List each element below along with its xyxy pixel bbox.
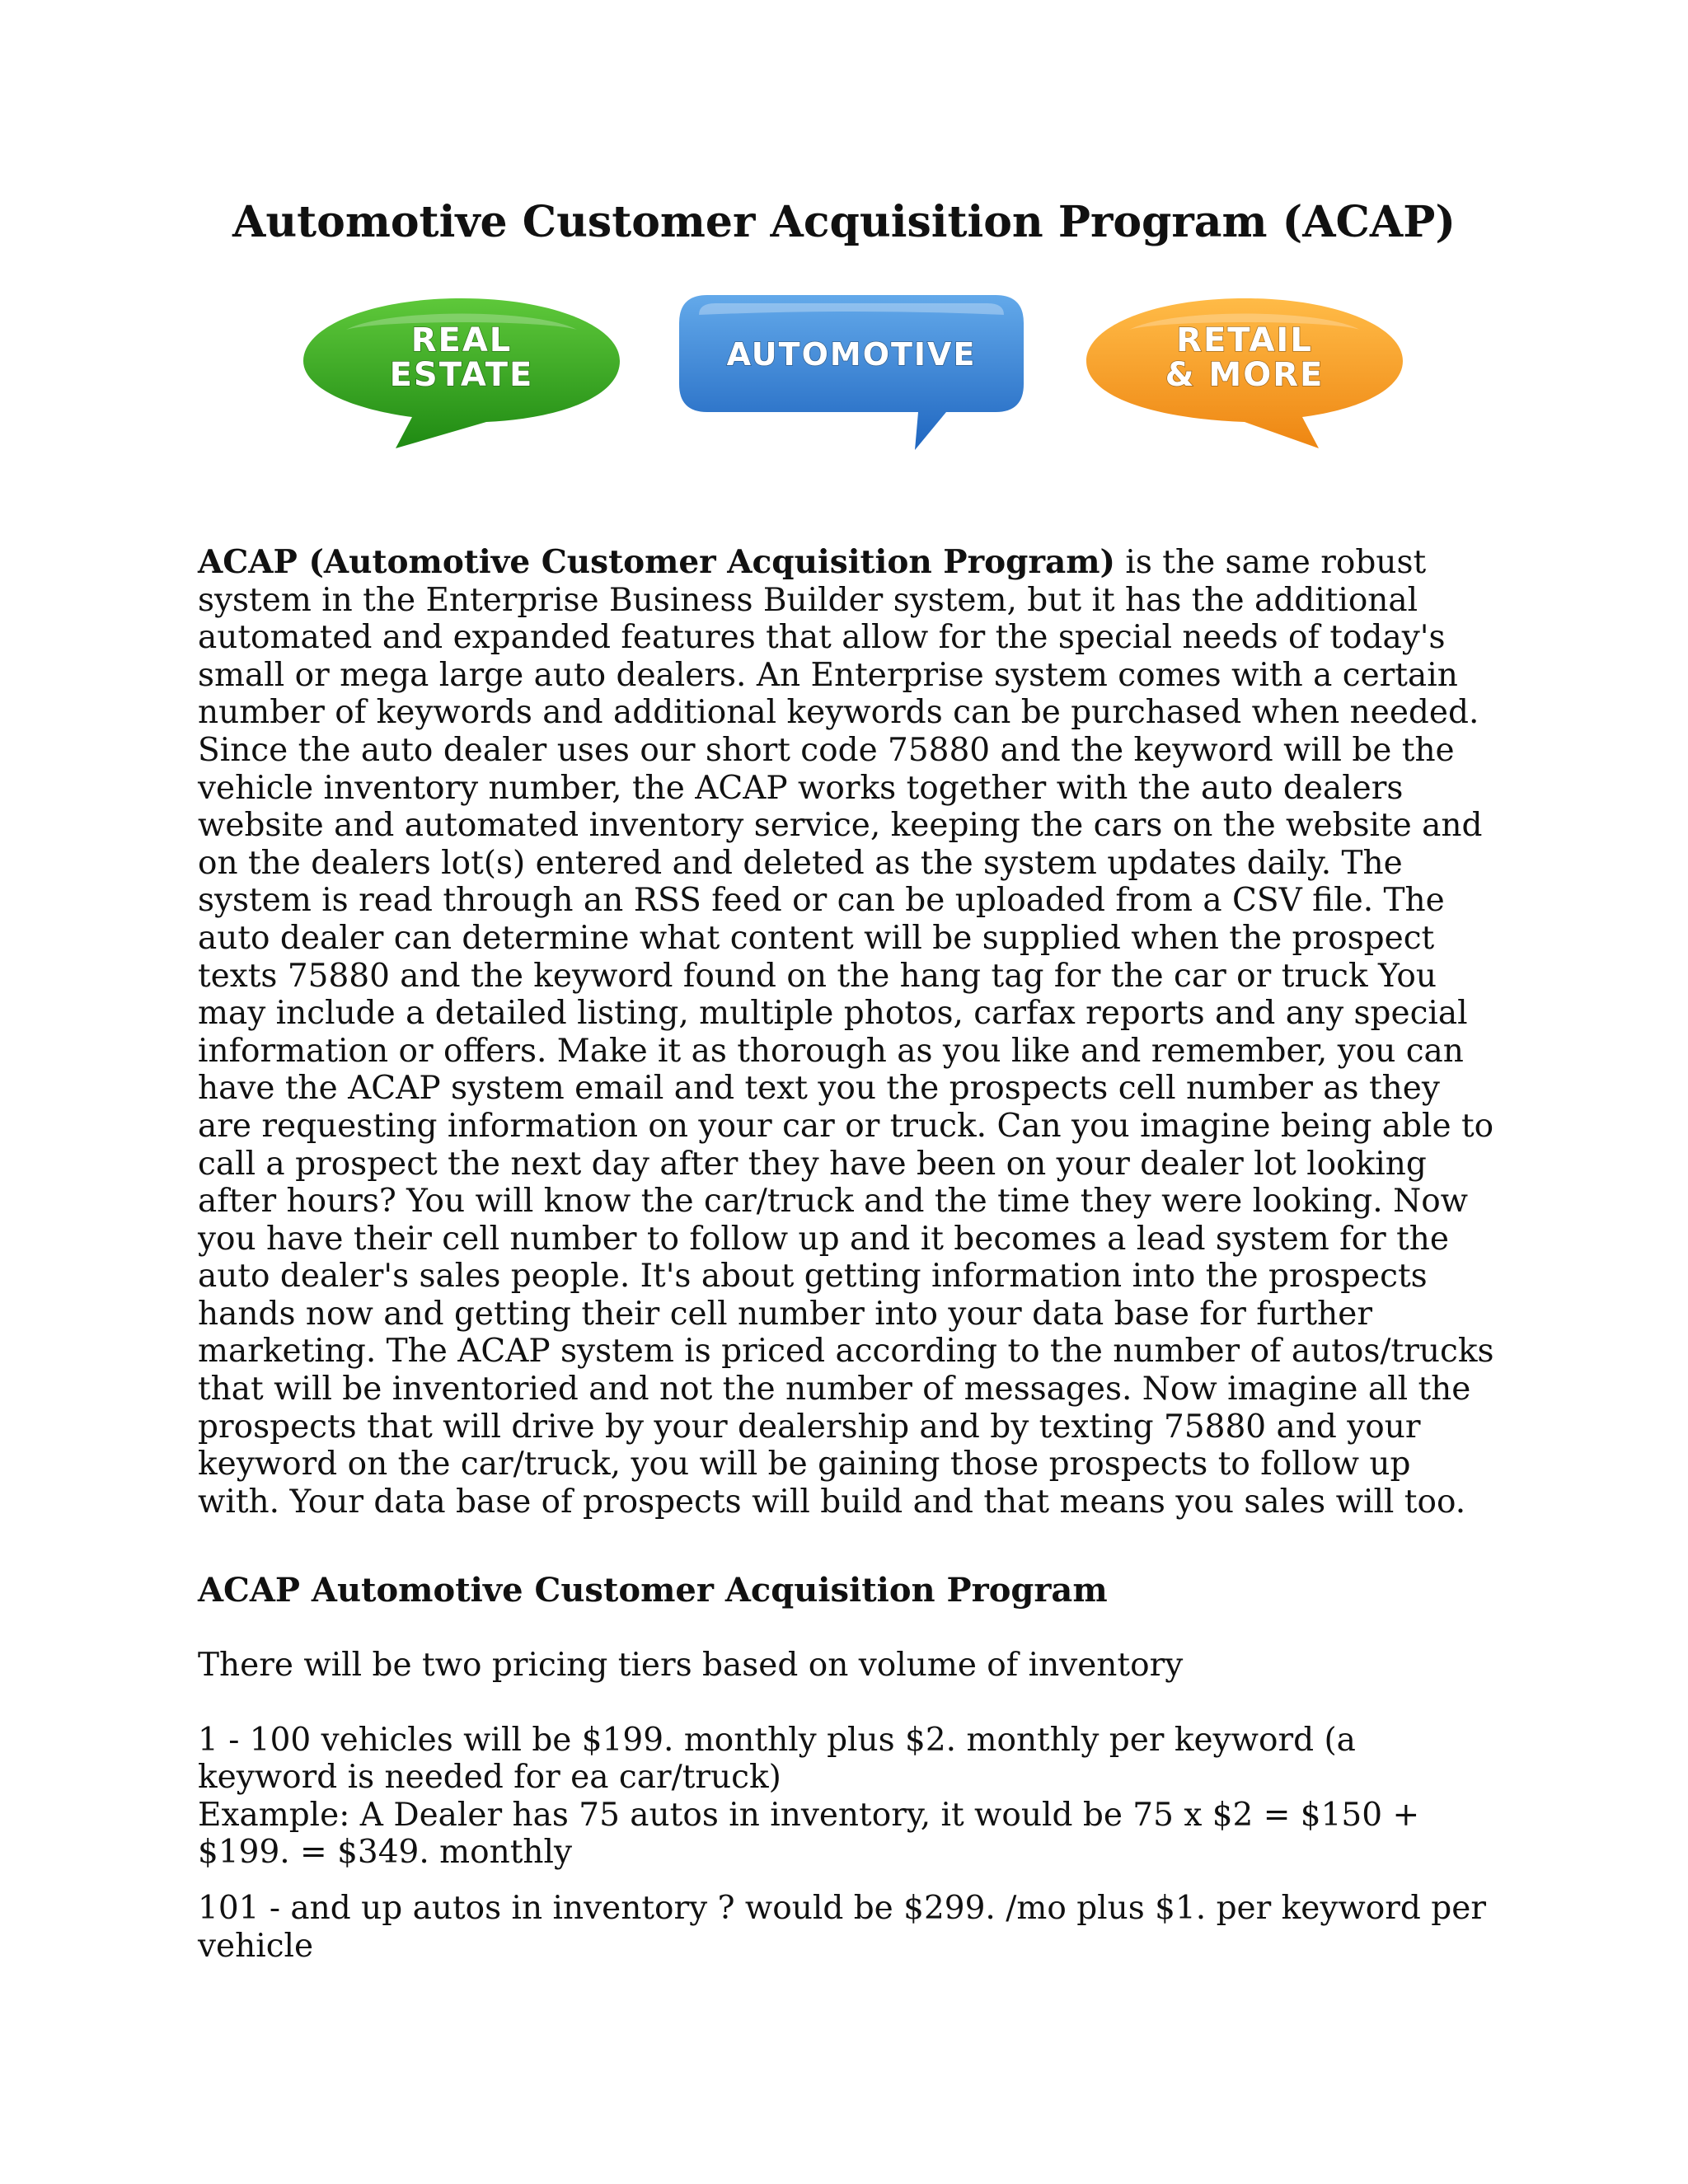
pricing-tiers-intro: There will be two pricing tiers based on volume of inventory <box>198 1647 1184 1685</box>
real-estate-bubble-line1: REAL <box>410 321 513 359</box>
category-bubbles <box>0 288 1688 462</box>
page-title: Automotive Customer Acquisition Program (ACAP) <box>232 197 1456 247</box>
pricing-tier-2: 101 - and up autos in inventory ? would be $299. /mo plus $1. per keyword per vehicle <box>198 1890 1486 1965</box>
intro-body-text: is the same robust system in the Enterprise Business Builder system, but it has the additional automated and expanded features that allow for the special needs of today's small or mega large auto dealers. An Enterprise system comes with a certain number of keywords and additional keywords can be purchased when needed. Since the auto dealer uses our short code 75880 and the keyword will be the vehicle inventory number, the ACAP works together with the auto dealers website and automated inventory service, keeping the cars on the website and on the dealers lot(s) entered and deleted as the system updates daily. The system is read through an RSS feed or can be uploaded from a CSV file. The auto dealer can determine what content will be supplied when the prospect texts 75880 and the keyword found on the hang tag for the car or truck You may include a detailed listing, multiple photos, carfax reports and any special information or offers. Make it as thorough as you like and remember, you can have the ACAP system email and text you the prospects cell number as they are requesting information on your car or truck. Can you imagine being able to call a prospect the next day after they have been on your dealer lot looking after hours? You will know the car/truck and the time they were looking. Now you have their cell number to follow up and it becomes a lead system for the auto dealer's sales people. It's about getting information into the prospects hands now and getting their cell number into your data base for further marketing. The ACAP system is priced according to the number of autos/trucks that will be inventoried and not the number of messages. Now imagine all the prospects that will drive by your dealership and by texting 75880 and your keyword on the car/truck, you will be gaining those prospects to follow up with. Your data base of prospects will build and that means you sales will too. <box>198 544 1494 1521</box>
automotive-bubble <box>674 290 1029 455</box>
automotive-bubble-shape <box>679 295 1024 450</box>
retail-more-bubble-line2: & MORE <box>1165 356 1325 394</box>
retail-more-bubble <box>1080 293 1409 452</box>
intro-paragraph <box>198 544 1500 1521</box>
retail-more-bubble-line1: RETAIL <box>1176 321 1313 359</box>
intro-lead-bold: ACAP (Automotive Customer Acquisition Program) <box>198 543 1115 581</box>
pricing-heading: ACAP Automotive Customer Acquisition Program <box>198 1571 1108 1610</box>
document-body <box>198 544 1500 1965</box>
pricing-tier-1: 1 - 100 vehicles will be $199. monthly plus $2. monthly per keyword (a keyword is needed for ea car/truck) <box>198 1721 1356 1797</box>
automotive-bubble-label: AUTOMOTIVE <box>726 336 977 373</box>
real-estate-bubble <box>297 293 626 452</box>
real-estate-bubble-line2: ESTATE <box>389 356 534 394</box>
pricing-tier-1-example: Example: A Dealer has 75 autos in inventory, it would be 75 x $2 = $150 + $199. = $349. monthly <box>198 1796 1420 1872</box>
